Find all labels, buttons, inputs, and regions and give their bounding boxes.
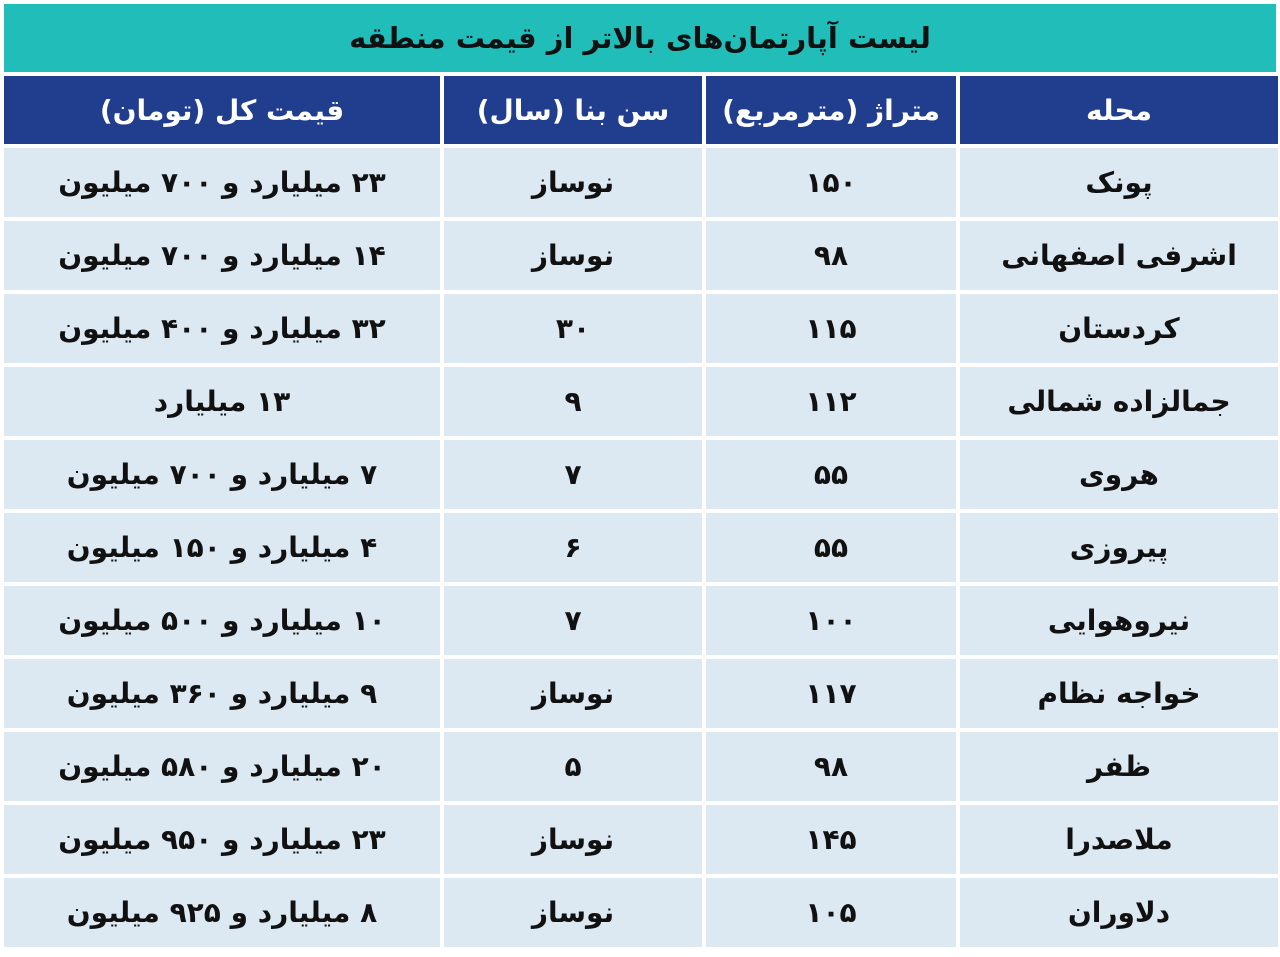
- cell-age: نوساز: [444, 805, 702, 874]
- cell-neighborhood: کردستان: [960, 294, 1278, 363]
- cell-neighborhood: پیروزی: [960, 513, 1278, 582]
- table-row: [4, 513, 1278, 582]
- cell-age: ۹: [444, 367, 702, 436]
- cell-price: ۸ میلیارد و ۹۲۵ میلیون: [4, 878, 440, 947]
- cell-area: ۱۵۰: [706, 148, 956, 217]
- table-body: [4, 148, 1278, 947]
- cell-age: نوساز: [444, 148, 702, 217]
- header-neighborhood: محله: [960, 76, 1278, 144]
- cell-age: ۳۰: [444, 294, 702, 363]
- cell-price: ۴ میلیارد و ۱۵۰ میلیون: [4, 513, 440, 582]
- table-row: [4, 732, 1278, 801]
- cell-area: ۱۱۵: [706, 294, 956, 363]
- header-price: قیمت کل (تومان): [4, 76, 440, 144]
- cell-age: ۷: [444, 440, 702, 509]
- cell-neighborhood: نیروهوایی: [960, 586, 1278, 655]
- table-row: [4, 148, 1278, 217]
- table-row: [4, 805, 1278, 874]
- cell-age: ۵: [444, 732, 702, 801]
- table-row: [4, 659, 1278, 728]
- cell-area: ۱۴۵: [706, 805, 956, 874]
- cell-area: ۱۰۵: [706, 878, 956, 947]
- table-row: [4, 586, 1278, 655]
- cell-neighborhood: جمالزاده شمالی: [960, 367, 1278, 436]
- header-age: سن بنا (سال): [444, 76, 702, 144]
- header-area: متراژ (مترمربع): [706, 76, 956, 144]
- cell-neighborhood: هروی: [960, 440, 1278, 509]
- cell-area: ۵۵: [706, 440, 956, 509]
- table-row: [4, 294, 1278, 363]
- cell-price: ۳۲ میلیارد و ۴۰۰ میلیون: [4, 294, 440, 363]
- cell-neighborhood: اشرفی اصفهانی: [960, 221, 1278, 290]
- cell-neighborhood: پونک: [960, 148, 1278, 217]
- table-row: [4, 878, 1278, 947]
- cell-area: ۱۱۷: [706, 659, 956, 728]
- table-row: [4, 221, 1278, 290]
- cell-price: ۱۰ میلیارد و ۵۰۰ میلیون: [4, 586, 440, 655]
- table-row: [4, 440, 1278, 509]
- cell-neighborhood: خواجه نظام: [960, 659, 1278, 728]
- cell-price: ۹ میلیارد و ۳۶۰ میلیون: [4, 659, 440, 728]
- cell-area: ۵۵: [706, 513, 956, 582]
- cell-age: نوساز: [444, 221, 702, 290]
- cell-price: ۲۳ میلیارد و ۹۵۰ میلیون: [4, 805, 440, 874]
- cell-area: ۱۱۲: [706, 367, 956, 436]
- apartment-table: [0, 72, 1280, 951]
- cell-neighborhood: دلاوران: [960, 878, 1278, 947]
- cell-price: ۲۳ میلیارد و ۷۰۰ میلیون: [4, 148, 440, 217]
- table-title-bar: [4, 4, 1276, 72]
- cell-age: نوساز: [444, 878, 702, 947]
- table-row: [4, 367, 1278, 436]
- cell-area: ۹۸: [706, 732, 956, 801]
- cell-price: ۱۳ میلیارد: [4, 367, 440, 436]
- cell-area: ۹۸: [706, 221, 956, 290]
- cell-price: ۱۴ میلیارد و ۷۰۰ میلیون: [4, 221, 440, 290]
- cell-neighborhood: ملاصدرا: [960, 805, 1278, 874]
- cell-price: ۷ میلیارد و ۷۰۰ میلیون: [4, 440, 440, 509]
- header-row: [4, 76, 1278, 144]
- cell-price: ۲۰ میلیارد و ۵۸۰ میلیون: [4, 732, 440, 801]
- cell-age: ۷: [444, 586, 702, 655]
- cell-area: ۱۰۰: [706, 586, 956, 655]
- cell-age: ۶: [444, 513, 702, 582]
- cell-neighborhood: ظفر: [960, 732, 1278, 801]
- cell-age: نوساز: [444, 659, 702, 728]
- table-title: لیست آپارتمان‌های بالاتر از قیمت منطقه: [349, 21, 931, 55]
